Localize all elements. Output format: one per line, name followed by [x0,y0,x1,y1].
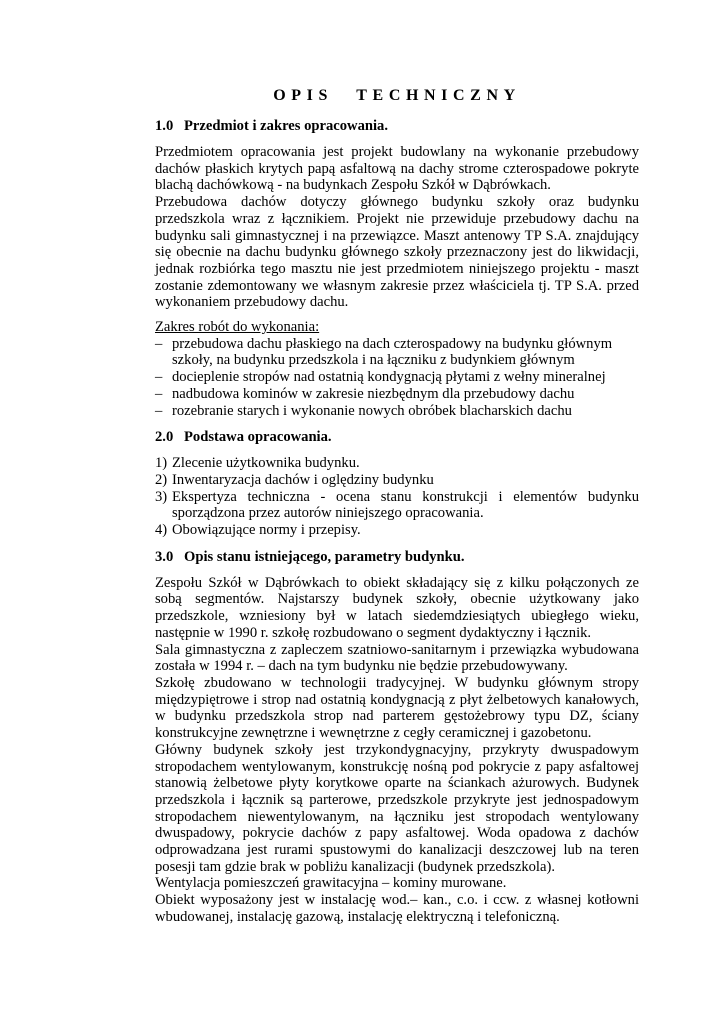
section-3-paragraph-6: Obiekt wyposażony jest w instalację wod.– kan., c.o. i ccw. z własnej kotłowni wbudowanej, instalację gazową, instalację elektryczną i telefoniczną. [155,892,639,925]
section-3-paragraph-2: Sala gimnastyczna z zapleczem szatniowo-sanitarnym i przewiązka wybudowana została w 1994 r. – dach na tym budynku nie będzie przebudowywany. [155,641,639,675]
item-number: 3) [155,488,168,505]
section-1-number: 1.0 [155,118,174,134]
section-3-number: 3.0 [155,548,174,565]
basis-item-text: Ekspertyza techniczna - ocena stanu konstrukcji i elementów budynku sporządzona przez autorów niniejszego opracowania. [172,488,639,522]
dash-marker: – [155,385,163,402]
section-2-number: 2.0 [155,429,174,446]
section-3-heading [155,549,639,566]
list-item [155,336,639,369]
section-1-paragraph-1: Przedmiotem opracowania jest projekt budowlany na wykonanie przebudowy dachów płaskich krytych papą asfaltową na dachy strome czterospadowe pokryte blachą dachówkową - na budynkach Zespołu Szkół w Dąbrówkach. [155,144,639,194]
dash-marker: – [155,402,163,419]
item-number: 2) [155,471,168,488]
list-item [155,369,639,386]
section-1-title: Przedmiot i zakres opracowania. [184,118,389,134]
basis-item-text: Zlecenie użytkownika budynku. [172,455,360,472]
basis-list [155,455,639,539]
scope-item-text: docieplenie stropów nad ostatnią kondygnacją płytami z wełny mineralnej [172,369,606,386]
section-3-paragraph-4: Główny budynek szkoły jest trzykondygnacyjny, przykryty dwuspadowym stropodachem wentylowanym, konstrukcję nośną pod pokrycie z papy asfaltowej stanowią żelbetowe płyty korytkowe oparte na ściankach ażurowych. Budynek przedszkola i łącznik są parterowe, przedszkole przykryte jest jednospadowym stropodachem niewentylowanym, na łączniku jest stropodach wentylowany dwuspadowy, pokrycie dachów z papy asfaltowej. Woda opadowa z dachów odprowadzana jest rurami spustowymi do kanalizacji deszczowej lub na teren posesji tam gdzie brak w pobliżu kanalizacji (budynek przedszkola). [155,741,639,875]
list-item [155,386,639,403]
section-3-paragraph-3: Szkołę zbudowano w technologii tradycyjnej. W budynku głównym stropy międzypiętrowe i strop nad ostatnią kondygnacją z płyt żelbetowych kanałowych, w budynku przedszkola strop nad parterem gęstożebrowy typu DZ, ściany konstrukcyjne zewnętrzne i wewnętrzne z cegły ceramicznej i gazobetonu. [155,674,639,742]
document-title: OPIS TECHNICZNY [273,87,521,104]
scope-item-text: rozebranie starych i wykonanie nowych obróbek blacharskich dachu [172,402,572,419]
basis-item-text: Obowiązujące normy i przepisy. [172,522,361,539]
scope-item-text: nadbudowa kominów w zakresie niezbędnym dla przebudowy dachu [172,385,575,402]
item-number: 1) [155,455,168,472]
dash-marker: – [155,335,163,352]
scope-heading: Zakres robót do wykonania: [155,319,320,336]
section-2-title: Podstawa opracowania. [184,429,332,446]
section-1-heading [155,118,639,135]
list-item [155,489,639,522]
document-page [155,86,639,926]
list-item [155,403,639,420]
scope-item-text: przebudowa dachu płaskiego na dach czterospadowy na budynku głównym szkoły, na budynku przedszkola i na łączniku z budynkiem głównym [172,335,613,369]
item-number: 4) [155,522,168,539]
list-item [155,455,639,472]
section-1-paragraph-2: Przebudowa dachów dotyczy głównego budynku szkoły oraz budynku przedszkola wraz z łącznikiem. Projekt nie przewiduje przebudowy dachu na budynku sali gimnastycznej i na przewiązce. Maszt antenowy TP S.A. znajdujący się obecnie na dachu budynku głównego szkoły przeznaczony jest do likwidacji, jednak rozbiórka tego masztu nie jest przedmiotem niniejszego projektu - maszt zostanie zdemontowany we własnym zakresie przez właściciela tj. TP S.A. przed wykonaniem przebudowy dachu. [155,194,639,311]
list-item [155,472,639,489]
section-3-paragraph-5: Wentylacja pomieszczeń grawitacyjna – kominy murowane. [155,875,507,892]
list-item [155,522,639,539]
section-3-paragraph-1: Zespołu Szkół w Dąbrówkach to obiekt składający się z kilku połączonych ze sobą segmentów. Najstarszy budynek szkoły, obecnie użytkowany jako przedszkole, wzniesiony był w latach siedemdziesiątych ubiegłego wieku, następnie w 1990 r. szkołę rozbudowano o segment dydaktyczny i łącznik. [155,574,639,641]
scope-list [155,336,639,420]
section-3-title: Opis stanu istniejącego, parametry budynku. [184,548,465,565]
dash-marker: – [155,369,163,386]
basis-item-text: Inwentaryzacja dachów i oględziny budynku [172,471,434,488]
section-2-heading [155,429,639,446]
